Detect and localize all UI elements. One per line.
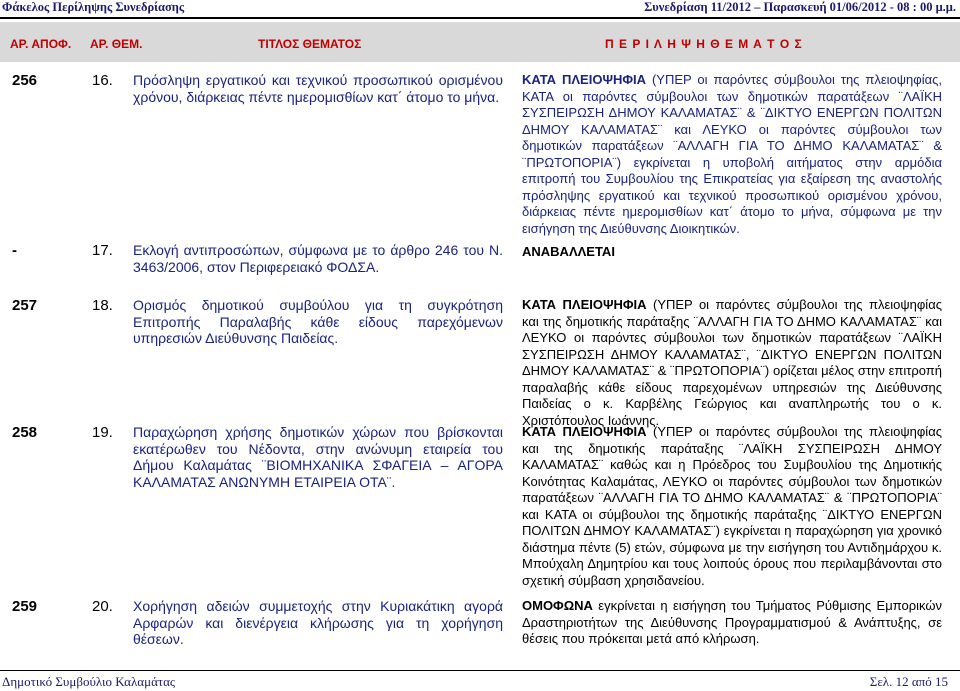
folder-title: Φάκελος Περίληψης Συνεδρίασης bbox=[2, 0, 185, 14]
header-decision-no: ΑΡ. ΑΠΟΦ. bbox=[10, 37, 72, 51]
footer bbox=[0, 674, 960, 690]
decision-verdict: ΚΑΤΑ ΠΛΕΙΟΨΗΦΙΑ bbox=[522, 297, 647, 312]
decision-text bbox=[522, 424, 942, 589]
decision-body: εγκρίνεται η εισήγηση του Τμήματος Ρύθμισης Εμπορικών Δραστηριοτήτων της Διεύθυνσης Προγραμματισμού & Ανάπτυξης, σε θέσεις που πρόκειται μετά από κλήρωση. bbox=[522, 598, 942, 646]
decision-verdict: ΚΑΤΑ ΠΛΕΙΟΨΗΦΙΑ bbox=[522, 72, 647, 87]
subject-text: Χορήγηση αδειών συμμετοχής στην Κυριακάτικη αγορά Αρφαρών και διενέργεια κλήρωσης για τη χορήγηση θέσεων. bbox=[133, 598, 503, 647]
decision-number: 256 bbox=[12, 72, 38, 89]
item-number: 20. bbox=[92, 598, 113, 615]
item-number: 19. bbox=[92, 424, 113, 441]
top-bar bbox=[0, 0, 960, 14]
decision-number: - bbox=[12, 242, 17, 259]
decision-text bbox=[522, 244, 942, 261]
header-summary: Π Ε Ρ Ι Λ Η Ψ Η Θ Ε Μ Α Τ Ο Σ bbox=[605, 37, 803, 51]
decision-number: 257 bbox=[12, 297, 38, 314]
decision-verdict: ΟΜΟΦΩΝΑ bbox=[522, 598, 593, 613]
decision-text bbox=[522, 598, 942, 648]
decision-text bbox=[522, 72, 942, 237]
bottom-divider bbox=[0, 670, 960, 671]
council-name: Δημοτικό Συμβούλιο Καλαμάτας bbox=[2, 674, 176, 689]
session-info: Συνεδρίαση 11/2012 – Παρασκευή 01/06/2012 - 08 : 00 μ.μ. bbox=[644, 0, 956, 14]
item-number: 18. bbox=[92, 297, 113, 314]
page-indicator bbox=[870, 674, 948, 690]
decision-verdict: ΑΝΑΒΑΛΛΕΤΑΙ bbox=[522, 244, 615, 259]
decision-body: (ΥΠΕΡ οι παρόντες σύμβουλοι της πλειοψηφίας και της δημοτικής παράταξης ¨ΑΛΛΑΓΗ ΓΙΑ ΤΟ ΔΗΜΟ ΚΑΛΑΜΑΤΑΣ¨ και ΛΕΥΚΟ οι παρόντες σύμβουλοι των δημοτικών παρατάξεων ¨ΛΑΪΚΗ ΣΥΣΠΕΙΡΩΣΗ ΔΗΜΟΥ ΚΑΛΑΜΑΤΑΣ¨, ¨ΔΙΚΤΥΟ ΕΝΕΡΓΩΝ ΠΟΛΙΤΩΝ ΔΗΜΟΥ ΚΑΛΑΜΑΤΑΣ¨ & ¨ΠΡΩΤΟΠΟΡΙΑ¨) ορίζεται μέλος στην επιτροπή παραλαβής κάθε είδους παρεχομένων υπηρεσιών της Διεύθυνσης Παιδείας ο κ. Καρβέλης Γεώργιος και αναπληρωτής του ο κ. Χριστόπουλος Ιωάννης. bbox=[522, 297, 942, 428]
subject-text: Εκλογή αντιπροσώπων, σύμφωνα με το άρθρο 246 του Ν. 3463/2006, στον Περιφερειακό ΦΟΔΣΑ. bbox=[133, 242, 503, 275]
subject-text: Πρόσληψη εργατικού και τεχνικού προσωπικού ορισμένου χρόνου, διάρκειας πέντε ημερομισθίων κατ΄ άτομο το μήνα. bbox=[133, 72, 503, 105]
top-divider bbox=[0, 17, 960, 19]
page-current: 12 bbox=[895, 674, 909, 689]
page-label: Σελ. bbox=[869, 674, 893, 689]
page-separator: από bbox=[911, 674, 932, 689]
decision-number: 258 bbox=[12, 424, 38, 441]
subject-text: Παραχώρηση χρήσης δημοτικών χώρων που βρίσκονται εκατέρωθεν του Νέδοντα, στην ανώνυμη εταιρεία του Δήμου Καλαμάτας ¨ΒΙΟΜΗΧΑΝΙΚΑ ΣΦΑΓΕΙΑ – ΑΓΟΡΑ ΚΑΛΑΜΑΤΑΣ ΑΝΩΝΥΜΗ ΕΤΑΙΡΕΙΑ ΟΤΑ¨. bbox=[133, 424, 503, 490]
decision-text bbox=[522, 297, 942, 429]
subject-text: Ορισμός δημοτικού συμβούλου για τη συγκρότηση Επιτροπής Παραλαβής κάθε είδους παρεχόμενων υπηρεσιών Διεύθυνσης Παιδείας. bbox=[133, 297, 503, 346]
page-total: 15 bbox=[935, 674, 948, 689]
decision-number: 259 bbox=[12, 598, 38, 615]
item-number: 16. bbox=[92, 72, 113, 89]
item-number: 17. bbox=[92, 242, 113, 259]
header-subject-title: ΤΙΤΛΟΣ ΘΕΜΑΤΟΣ bbox=[258, 37, 362, 51]
decision-body: (ΥΠΕΡ οι παρόντες σύμβουλοι της πλειοψηφίας, ΚΑΤΑ οι παρόντες σύμβουλοι των δημοτικών παρατάξεων ¨ΛΑΪΚΗ ΣΥΣΠΕΙΡΩΣΗ ΔΗΜΟΥ ΚΑΛΑΜΑΤΑΣ¨ & ¨ΔΙΚΤΥΟ ΕΝΕΡΓΩΝ ΠΟΛΙΤΩΝ ΔΗΜΟΥ ΚΑΛΑΜΑΤΑΣ¨ και ΛΕΥΚΟ οι παρόντες σύμβουλοι των δημοτικών παρατάξεων ¨ΑΛΛΑΓΗ ΓΙΑ ΤΟ ΔΗΜΟ ΚΑΛΑΜΑΤΑΣ¨ & ¨ΠΡΩΤΟΠΟΡΙΑ¨) εγκρίνεται η υποβολή αιτήματος στην αρμόδια επιτροπή του Συμβουλίου της Επικρατείας για εξαίρεση της αναστολής πρόσληψης εργατικού και τεχνικού προσωπικού ορισμένου χρόνου, διάρκειας πέντε ημερομισθίων κατ΄ άτομο το μήνα, σύμφωνα με την εισήγηση της Διεύθυνσης Διοικητικών. bbox=[522, 72, 942, 236]
decision-verdict: ΚΑΤΑ ΠΛΕΙΟΨΗΦΙΑ bbox=[522, 424, 647, 439]
decision-body: (ΥΠΕΡ οι παρόντες σύμβουλοι της πλειοψηφίας και της δημοτικής παράταξης ¨ΛΑΪΚΗ ΣΥΣΠΕΙΡΩΣΗ ΔΗΜΟΥ ΚΑΛΑΜΑΤΑΣ¨ καθώς και η Πρόεδρος του Συμβουλίου της Δημοτικής Κοινότητας Καλαμάτας, ΛΕΥΚΟ οι παρόντες σύμβουλοι των δημοτικών παρατάξεων ¨ΑΛΛΑΓΗ ΓΙΑ ΤΟ ΔΗΜΟ ΚΑΛΑΜΑΤΑΣ¨ & ¨ΠΡΩΤΟΠΟΡΙΑ¨ και ΚΑΤΑ οι σύμβουλοι της δημοτικής παράταξης ¨ΔΙΚΤΥΟ ΕΝΕΡΓΩΝ ΠΟΛΙΤΩΝ ΔΗΜΟΥ ΚΑΛΑΜΑΤΑΣ¨) εγκρίνεται η παραχώρηση για χρονικό διάστημα πέντε (5) ετών, σύμφωνα με την εισήγηση του Αντιδημάρχου κ. Μπούχαλη Δημητρίου και τους λοιπούς όρους που περιλαμβάνονται στο σχετική σύμβαση χρησιδανείου. bbox=[522, 424, 942, 588]
table-header bbox=[0, 22, 960, 62]
header-item-no: ΑΡ. ΘΕΜ. bbox=[90, 37, 143, 51]
